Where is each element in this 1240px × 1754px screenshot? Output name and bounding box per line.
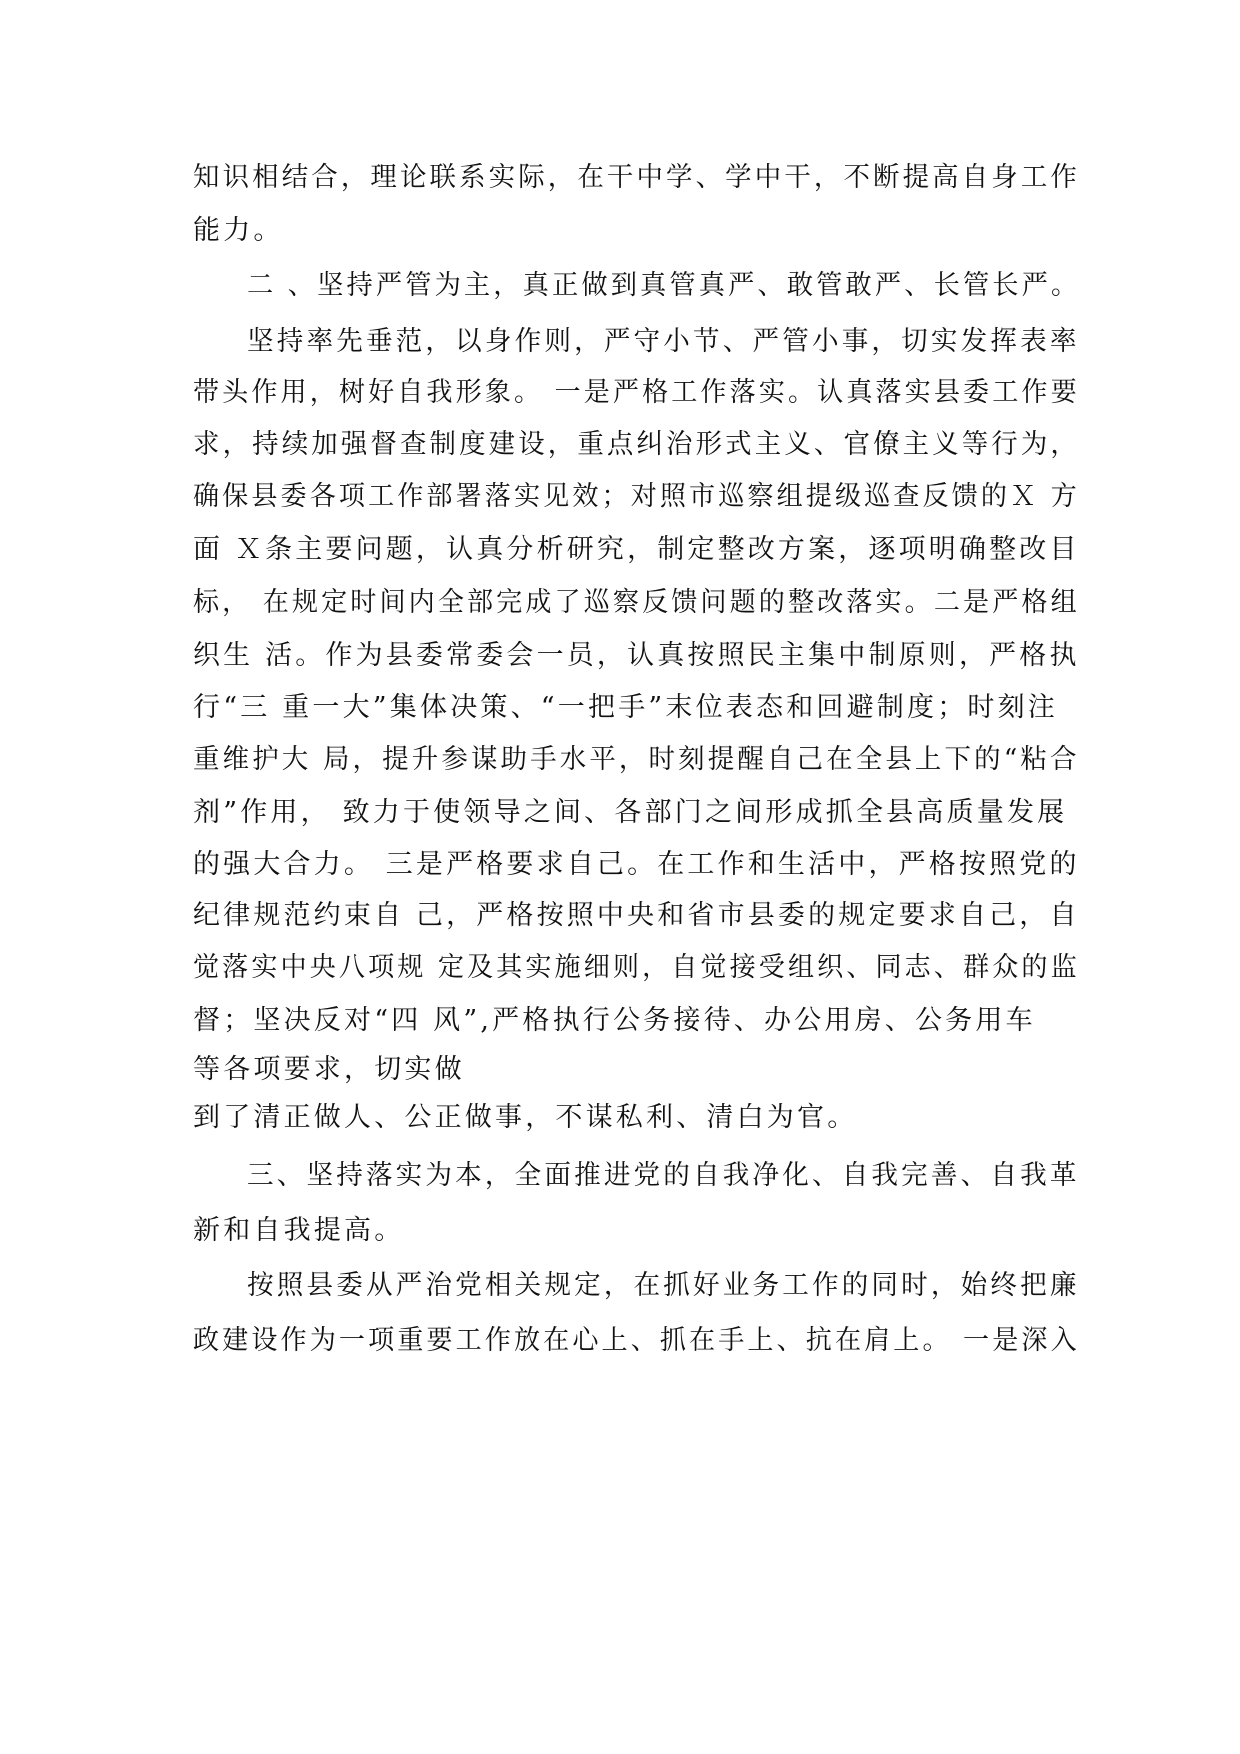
text-line: 等各项要求，切实做 bbox=[193, 1054, 465, 1085]
text-line: 觉落实中央八项规 定及其实施细则，自觉接受组织、同志、群众的监 bbox=[193, 952, 1080, 983]
text-line: 确保县委各项工作部署落实见效；对照市巡察组提级巡查反馈的Ｘ 方 bbox=[193, 481, 1080, 512]
text-line: 按照县委从严治党相关规定，在抓好业务工作的同时，始终把廉 bbox=[247, 1270, 1080, 1301]
section-heading: 三、坚持落实为本，全面推进党的自我净化、自我完善、自我革 bbox=[247, 1160, 1080, 1191]
text-line: 新和自我提高。 bbox=[193, 1215, 405, 1246]
text-line: 知识相结合，理论联系实际，在干中学、学中干，不断提高自身工作 bbox=[193, 162, 1080, 193]
text-line: 督；坚决反对“四 风”,严格执行公务接待、办公用房、公务用车 bbox=[193, 1005, 1036, 1036]
section-heading: 二 、坚持严管为主，真正做到真管真严、敢管敢严、长管长严。 bbox=[247, 270, 1081, 301]
text-line: 面 Ｘ条主要问题，认真分析研究，制定整改方案，逐项明确整改目 bbox=[193, 534, 1080, 565]
text-line: 坚持率先垂范，以身作则，严守小节、严管小事，切实发挥表率 bbox=[247, 326, 1080, 357]
text-line: 纪律规范约束自 己，严格按照中央和省市县委的规定要求自己，自 bbox=[193, 900, 1080, 931]
text-line: 的强大合力。 三是严格要求自己。在工作和生活中，严格按照党的 bbox=[193, 849, 1080, 880]
text-line: 带头作用，树好自我形象。 一是严格工作落实。认真落实县委工作要 bbox=[193, 377, 1080, 408]
text-line: 织生 活。作为县委常委会一员，认真按照民主集中制原则，严格执 bbox=[193, 640, 1080, 671]
text-line: 行“三 重一大”集体决策、“一把手”末位表态和回避制度；时刻注 bbox=[193, 692, 1058, 723]
text-line: 标， 在规定时间内全部完成了巡察反馈问题的整改落实。二是严格组 bbox=[193, 587, 1080, 618]
text-line: 政建设作为一项重要工作放在心上、抓在手上、抗在肩上。 一是深入 bbox=[193, 1325, 1080, 1356]
text-line: 能力。 bbox=[193, 215, 284, 246]
text-line: 重维护大 局，提升参谋助手水平，时刻提醒自己在全县上下的“粘合 bbox=[193, 744, 1080, 775]
text-line: 到了清正做人、公正做事，不谋私利、清白为官。 bbox=[193, 1102, 858, 1133]
text-line: 剂”作用， 致力于使领导之间、各部门之间形成抓全县高质量发展 bbox=[193, 797, 1068, 828]
text-line: 求，持续加强督查制度建设，重点纠治形式主义、官僚主义等行为， bbox=[193, 429, 1080, 460]
